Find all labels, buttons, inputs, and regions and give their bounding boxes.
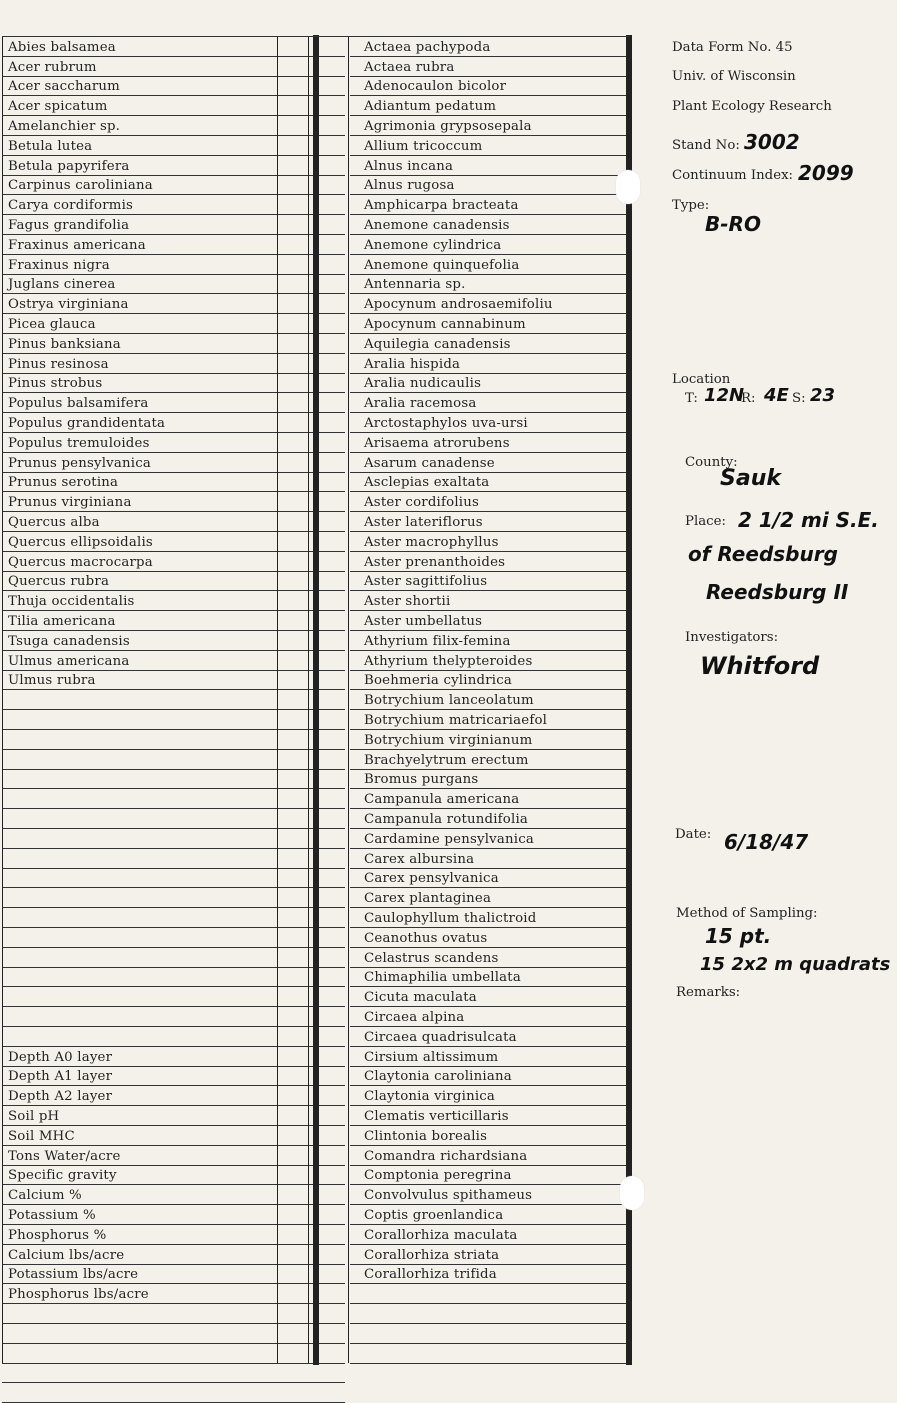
right-table-row	[350, 1166, 628, 1186]
center-heavy-rule	[313, 35, 319, 1365]
left-table-row	[2, 968, 345, 988]
left-row-label: Phosphorus lbs/acre	[8, 1287, 149, 1303]
left-row-label: Quercus ellipsoidalis	[8, 534, 153, 550]
punch-hole-top	[616, 170, 640, 204]
left-table-row	[2, 789, 345, 809]
left-row-label: Abies balsamea	[8, 39, 116, 55]
investigators-label: Investigators:	[685, 630, 779, 645]
left-table-row	[2, 1225, 345, 1245]
section-label: S:	[792, 391, 806, 406]
left-row-label: Acer saccharum	[8, 79, 120, 95]
right-row-label: Circaea quadrisulcata	[364, 1029, 517, 1045]
left-table-row	[2, 492, 345, 512]
right-row-label: Athyrium thelypteroides	[364, 653, 533, 669]
method-label: Method of Sampling:	[676, 906, 818, 921]
left-table-row	[2, 552, 345, 572]
right-row-label: Chimaphilia umbellata	[364, 970, 521, 986]
left-table-row	[2, 1086, 345, 1106]
right-row-label: Ceanothus ovatus	[364, 930, 488, 946]
right-table-row	[350, 789, 628, 809]
right-table-row	[350, 37, 628, 57]
right-row-label: Claytonia virginica	[364, 1089, 496, 1105]
right-table-row	[350, 1205, 628, 1225]
left-row-label: Betula lutea	[8, 138, 93, 154]
right-table-row	[350, 314, 628, 334]
right-row-label: Arisaema atrorubens	[364, 435, 510, 451]
left-table-row	[2, 572, 345, 592]
right-table-row	[350, 1106, 628, 1126]
right-table-row	[350, 1324, 628, 1344]
left-table-row	[2, 532, 345, 552]
right-table-row	[350, 275, 628, 295]
right-row-label: Botrychium lanceolatum	[364, 693, 534, 709]
right-table-row	[350, 1344, 628, 1364]
right-row-label: Aster macrophyllus	[364, 534, 499, 550]
right-row-label: Aster umbellatus	[364, 613, 483, 629]
left-table-row	[2, 750, 345, 770]
left-table-row	[2, 1364, 345, 1384]
place-value-line3: Reedsburg II	[706, 580, 849, 604]
right-row-label: Aralia hispida	[364, 356, 461, 372]
left-table-row	[2, 908, 345, 928]
left-row-label: Depth A2 layer	[8, 1089, 113, 1105]
right-table-row	[350, 532, 628, 552]
place-value-line1: 2 1/2 mi S.E.	[738, 508, 879, 532]
left-row-label: Depth A1 layer	[8, 1069, 113, 1085]
left-row-label: Prunus virginiana	[8, 495, 132, 511]
table-top-rule	[2, 36, 630, 37]
left-table-row	[2, 96, 345, 116]
right-row-label: Bromus purgans	[364, 772, 479, 788]
left-table-row	[2, 591, 345, 611]
right-row-label: Aralia nudicaulis	[364, 376, 482, 392]
left-table-row	[2, 1245, 345, 1265]
right-table-row	[350, 413, 628, 433]
right-row-label: Adenocaulon bicolor	[364, 79, 507, 95]
left-table-row	[2, 631, 345, 651]
type-label: Type:	[672, 198, 710, 213]
right-table-row	[350, 354, 628, 374]
right-row-label: Corallorhiza trifida	[364, 1267, 497, 1283]
stand-label: Stand No:	[672, 138, 740, 153]
left-table-row	[2, 770, 345, 790]
program-name: Plant Ecology Research	[672, 99, 832, 114]
right-table-row	[350, 888, 628, 908]
left-row-label: Potassium lbs/acre	[8, 1267, 139, 1283]
right-table-row	[350, 690, 628, 710]
left-table-row	[2, 77, 345, 97]
left-table-row	[2, 1166, 345, 1186]
right-table-row	[350, 156, 628, 176]
left-table-row	[2, 869, 345, 889]
right-row-label: Carex plantaginea	[364, 891, 492, 907]
right-row-label: Athyrium filix-femina	[364, 633, 511, 649]
left-table-row	[2, 710, 345, 730]
left-table-row	[2, 453, 345, 473]
left-table-row	[2, 948, 345, 968]
left-table-row	[2, 1007, 345, 1027]
right-row-label: Clintonia borealis	[364, 1128, 488, 1144]
left-row-label: Fraxinus nigra	[8, 257, 110, 273]
left-row-label: Picea glauca	[8, 316, 96, 332]
right-row-label: Aster prenanthoides	[364, 554, 506, 570]
left-table-row	[2, 888, 345, 908]
right-table-row	[350, 710, 628, 730]
right-table-row	[350, 1007, 628, 1027]
right-row-label: Caulophyllum thalictroid	[364, 910, 537, 926]
right-row-label: Allium tricoccum	[364, 138, 483, 154]
left-table-row	[2, 671, 345, 691]
left-table-border	[2, 37, 3, 1363]
right-table-row	[350, 1027, 628, 1047]
left-row-label: Juglans cinerea	[8, 277, 116, 293]
left-row-label: Carya cordiformis	[8, 198, 134, 214]
right-table-row	[350, 1067, 628, 1087]
form-number: Data Form No. 45	[672, 40, 793, 55]
right-table-row	[350, 928, 628, 948]
left-table-row	[2, 1383, 345, 1403]
right-table-row	[350, 136, 628, 156]
right-table-row	[350, 809, 628, 829]
right-row-label: Agrimonia grypsosepala	[364, 118, 532, 134]
left-row-label: Acer spicatum	[8, 99, 108, 115]
left-row-label: Calcium lbs/acre	[8, 1247, 125, 1263]
left-row-label: Pinus banksiana	[8, 336, 121, 352]
right-table-row	[350, 849, 628, 869]
left-row-label: Prunus pensylvanica	[8, 455, 152, 471]
township-label: T:	[685, 391, 698, 406]
right-row-label: Corallorhiza maculata	[364, 1227, 518, 1243]
right-row-label: Boehmeria cylindrica	[364, 673, 512, 689]
left-row-label: Fraxinus americana	[8, 237, 146, 253]
right-table-row	[350, 1086, 628, 1106]
left-row-label: Populus grandidentata	[8, 415, 166, 431]
right-table-row	[350, 512, 628, 532]
left-table-row	[2, 987, 345, 1007]
left-row-label: Phosphorus %	[8, 1227, 107, 1243]
right-table-row	[350, 492, 628, 512]
left-row-label: Specific gravity	[8, 1168, 117, 1184]
left-row-label: Quercus rubra	[8, 574, 110, 590]
right-row-label: Alnus incana	[364, 158, 454, 174]
right-table-row	[350, 374, 628, 394]
date-value: 6/18/47	[724, 830, 809, 854]
right-table-row	[350, 869, 628, 889]
left-table-row	[2, 1185, 345, 1205]
right-row-label: Aster shortii	[364, 594, 451, 610]
left-table-row	[2, 1304, 345, 1324]
left-table-row	[2, 690, 345, 710]
left-table-row	[2, 849, 345, 869]
place-label: Place:	[685, 514, 726, 529]
left-table-row	[2, 37, 345, 57]
stand-value: 3002	[744, 130, 800, 154]
right-row-label: Cardamine pensylvanica	[364, 831, 534, 847]
right-table-row	[350, 96, 628, 116]
right-table-row	[350, 176, 628, 196]
left-table-row	[2, 235, 345, 255]
right-table-row	[350, 1146, 628, 1166]
right-table-row	[350, 1126, 628, 1146]
right-row-label: Coptis groenlandica	[364, 1207, 504, 1223]
right-table-left-border	[348, 37, 349, 1363]
type-value: B-RO	[705, 212, 761, 236]
right-table-row	[350, 829, 628, 849]
investigators-value: Whitford	[700, 652, 820, 680]
left-table-row	[2, 314, 345, 334]
left-table-row	[2, 433, 345, 453]
right-table-row	[350, 1047, 628, 1067]
left-table-row	[2, 1205, 345, 1225]
left-row-label: Ulmus rubra	[8, 673, 96, 689]
right-table-row	[350, 770, 628, 790]
right-row-label: Apocynum cannabinum	[364, 316, 526, 332]
right-table-row	[350, 1265, 628, 1285]
right-row-label: Botrychium matricariaefol	[364, 712, 548, 728]
left-table-row	[2, 1106, 345, 1126]
right-row-label: Aster cordifolius	[364, 495, 480, 511]
right-row-label: Campanula americana	[364, 792, 520, 808]
right-table-row	[350, 294, 628, 314]
left-table-row	[2, 195, 345, 215]
left-table-row	[2, 1265, 345, 1285]
right-row-label: Actaea pachypoda	[364, 39, 491, 55]
right-row-label: Cicuta maculata	[364, 990, 477, 1006]
left-table-row	[2, 354, 345, 374]
left-table-row	[2, 829, 345, 849]
left-table-row	[2, 136, 345, 156]
right-table-row	[350, 453, 628, 473]
left-row-label: Tsuga canadensis	[8, 633, 130, 649]
tally-column-divider-2	[308, 37, 309, 1363]
left-row-label: Depth A0 layer	[8, 1049, 113, 1065]
punch-hole-bottom	[620, 1176, 644, 1210]
left-table-row	[2, 1126, 345, 1146]
right-row-label: Campanula rotundifolia	[364, 811, 529, 827]
left-table-row	[2, 473, 345, 493]
left-row-label: Thuja occidentalis	[8, 594, 135, 610]
right-row-label: Apocynum androsaemifoliu	[364, 297, 553, 313]
left-row-label: Prunus serotina	[8, 475, 119, 491]
right-row-label: Comptonia peregrina	[364, 1168, 512, 1184]
left-table-row	[2, 1047, 345, 1067]
right-table-row	[350, 393, 628, 413]
left-row-label: Tons Water/acre	[8, 1148, 121, 1164]
right-row-label: Amphicarpa bracteata	[364, 198, 519, 214]
left-table-row	[2, 57, 345, 77]
left-table-row	[2, 116, 345, 136]
township-value: 12N	[704, 385, 745, 406]
left-table-row	[2, 651, 345, 671]
right-row-label: Adiantum pedatum	[364, 99, 497, 115]
right-row-label: Antennaria sp.	[364, 277, 466, 293]
right-row-label: Arctostaphylos uva-ursi	[364, 415, 528, 431]
right-table-row	[350, 671, 628, 691]
left-row-label: Ostrya virginiana	[8, 297, 129, 313]
left-table-row	[2, 413, 345, 433]
right-table-row	[350, 1245, 628, 1265]
location-label: Location	[672, 372, 731, 387]
left-row-label: Amelanchier sp.	[8, 118, 121, 134]
right-row-label: Anemone quinquefolia	[364, 257, 520, 273]
right-table-row	[350, 908, 628, 928]
left-row-label: Populus tremuloides	[8, 435, 150, 451]
right-table-row	[350, 968, 628, 988]
right-row-label: Celastrus scandens	[364, 950, 499, 966]
right-table-row	[350, 1225, 628, 1245]
range-value: 4E	[764, 385, 789, 406]
tally-column-divider	[277, 37, 278, 1363]
left-table-row	[2, 730, 345, 750]
right-row-label: Asarum canadense	[364, 455, 495, 471]
right-row-label: Asclepias exaltata	[364, 475, 490, 491]
right-row-label: Circaea alpina	[364, 1009, 465, 1025]
right-heavy-rule	[626, 35, 632, 1365]
left-table-row	[2, 294, 345, 314]
right-table-row	[350, 1284, 628, 1304]
range-label: R:	[741, 391, 756, 406]
right-table-row	[350, 750, 628, 770]
right-table-row	[350, 433, 628, 453]
right-table-row	[350, 473, 628, 493]
left-table-row	[2, 1324, 345, 1344]
left-table-row	[2, 334, 345, 354]
right-table-row	[350, 195, 628, 215]
right-table-row	[350, 57, 628, 77]
right-table-row	[350, 235, 628, 255]
continuum-value: 2099	[798, 161, 854, 185]
right-table-row	[350, 116, 628, 136]
right-row-label: Aralia racemosa	[364, 396, 477, 412]
left-table-row	[2, 512, 345, 532]
left-table-row	[2, 928, 345, 948]
left-table-row	[2, 1146, 345, 1166]
left-table-row	[2, 611, 345, 631]
left-table-row	[2, 156, 345, 176]
right-table-row	[350, 591, 628, 611]
right-row-label: Clematis verticillaris	[364, 1108, 509, 1124]
right-row-label: Cirsium altissimum	[364, 1049, 499, 1065]
left-row-label: Quercus alba	[8, 514, 100, 530]
left-row-label: Potassium %	[8, 1207, 96, 1223]
left-row-label: Soil MHC	[8, 1128, 75, 1144]
left-table-row	[2, 215, 345, 235]
left-row-label: Fagus grandifolia	[8, 217, 130, 233]
right-table-row	[350, 552, 628, 572]
left-table-row	[2, 1067, 345, 1087]
left-row-label: Calcium %	[8, 1188, 82, 1204]
left-table-row	[2, 1027, 345, 1047]
left-row-label: Populus balsamifera	[8, 396, 149, 412]
right-row-label: Anemone cylindrica	[364, 237, 502, 253]
right-table-row	[350, 948, 628, 968]
right-row-label: Comandra richardsiana	[364, 1148, 528, 1164]
left-table-row	[2, 1284, 345, 1304]
continuum-label: Continuum Index:	[672, 168, 794, 183]
left-table-row	[2, 255, 345, 275]
left-table-row	[2, 809, 345, 829]
right-row-label: Carex pensylvanica	[364, 871, 499, 887]
right-row-label: Botrychium virginianum	[364, 732, 533, 748]
right-row-label: Carex albursina	[364, 851, 475, 867]
date-label: Date:	[675, 827, 712, 842]
left-row-label: Quercus macrocarpa	[8, 554, 153, 570]
right-table-row	[350, 631, 628, 651]
right-table-row	[350, 651, 628, 671]
left-row-label: Tilia americana	[8, 613, 116, 629]
left-table-row	[2, 374, 345, 394]
right-table-row	[350, 611, 628, 631]
left-table-row	[2, 275, 345, 295]
remarks-label: Remarks:	[676, 985, 741, 1000]
right-table-row	[350, 334, 628, 354]
right-row-label: Aquilegia canadensis	[364, 336, 511, 352]
right-row-label: Corallorhiza striata	[364, 1247, 500, 1263]
left-row-label: Carpinus caroliniana	[8, 178, 153, 194]
section-value: 23	[810, 385, 836, 406]
left-table-row	[2, 1344, 345, 1364]
right-row-label: Anemone canadensis	[364, 217, 510, 233]
right-row-label: Actaea rubra	[364, 59, 455, 75]
right-table-row	[350, 1185, 628, 1205]
method-value-line1: 15 pt.	[705, 924, 772, 948]
county-label: County:	[685, 455, 738, 470]
right-row-label: Claytonia caroliniana	[364, 1069, 512, 1085]
left-row-label: Acer rubrum	[8, 59, 97, 75]
left-row-label: Soil pH	[8, 1108, 60, 1124]
county-value: Sauk	[720, 466, 781, 491]
place-value-line2: of Reedsburg	[688, 542, 838, 566]
right-row-label: Brachyelytrum erectum	[364, 752, 529, 768]
right-table-row	[350, 987, 628, 1007]
left-row-label: Pinus resinosa	[8, 356, 109, 372]
university-name: Univ. of Wisconsin	[672, 69, 796, 84]
right-table-row	[350, 215, 628, 235]
right-table-row	[350, 1304, 628, 1324]
right-row-label: Aster lateriflorus	[364, 514, 483, 530]
right-table-row	[350, 730, 628, 750]
right-table-row	[350, 572, 628, 592]
left-row-label: Ulmus americana	[8, 653, 130, 669]
right-table-row	[350, 255, 628, 275]
right-table-row	[350, 77, 628, 97]
left-row-label: Betula papyrifera	[8, 158, 130, 174]
right-row-label: Alnus rugosa	[364, 178, 455, 194]
left-row-label: Pinus strobus	[8, 376, 103, 392]
left-table-row	[2, 393, 345, 413]
right-row-label: Convolvulus spithameus	[364, 1188, 533, 1204]
left-table-row	[2, 176, 345, 196]
method-value-line2: 15 2x2 m quadrats	[700, 954, 891, 975]
right-row-label: Aster sagittifolius	[364, 574, 488, 590]
